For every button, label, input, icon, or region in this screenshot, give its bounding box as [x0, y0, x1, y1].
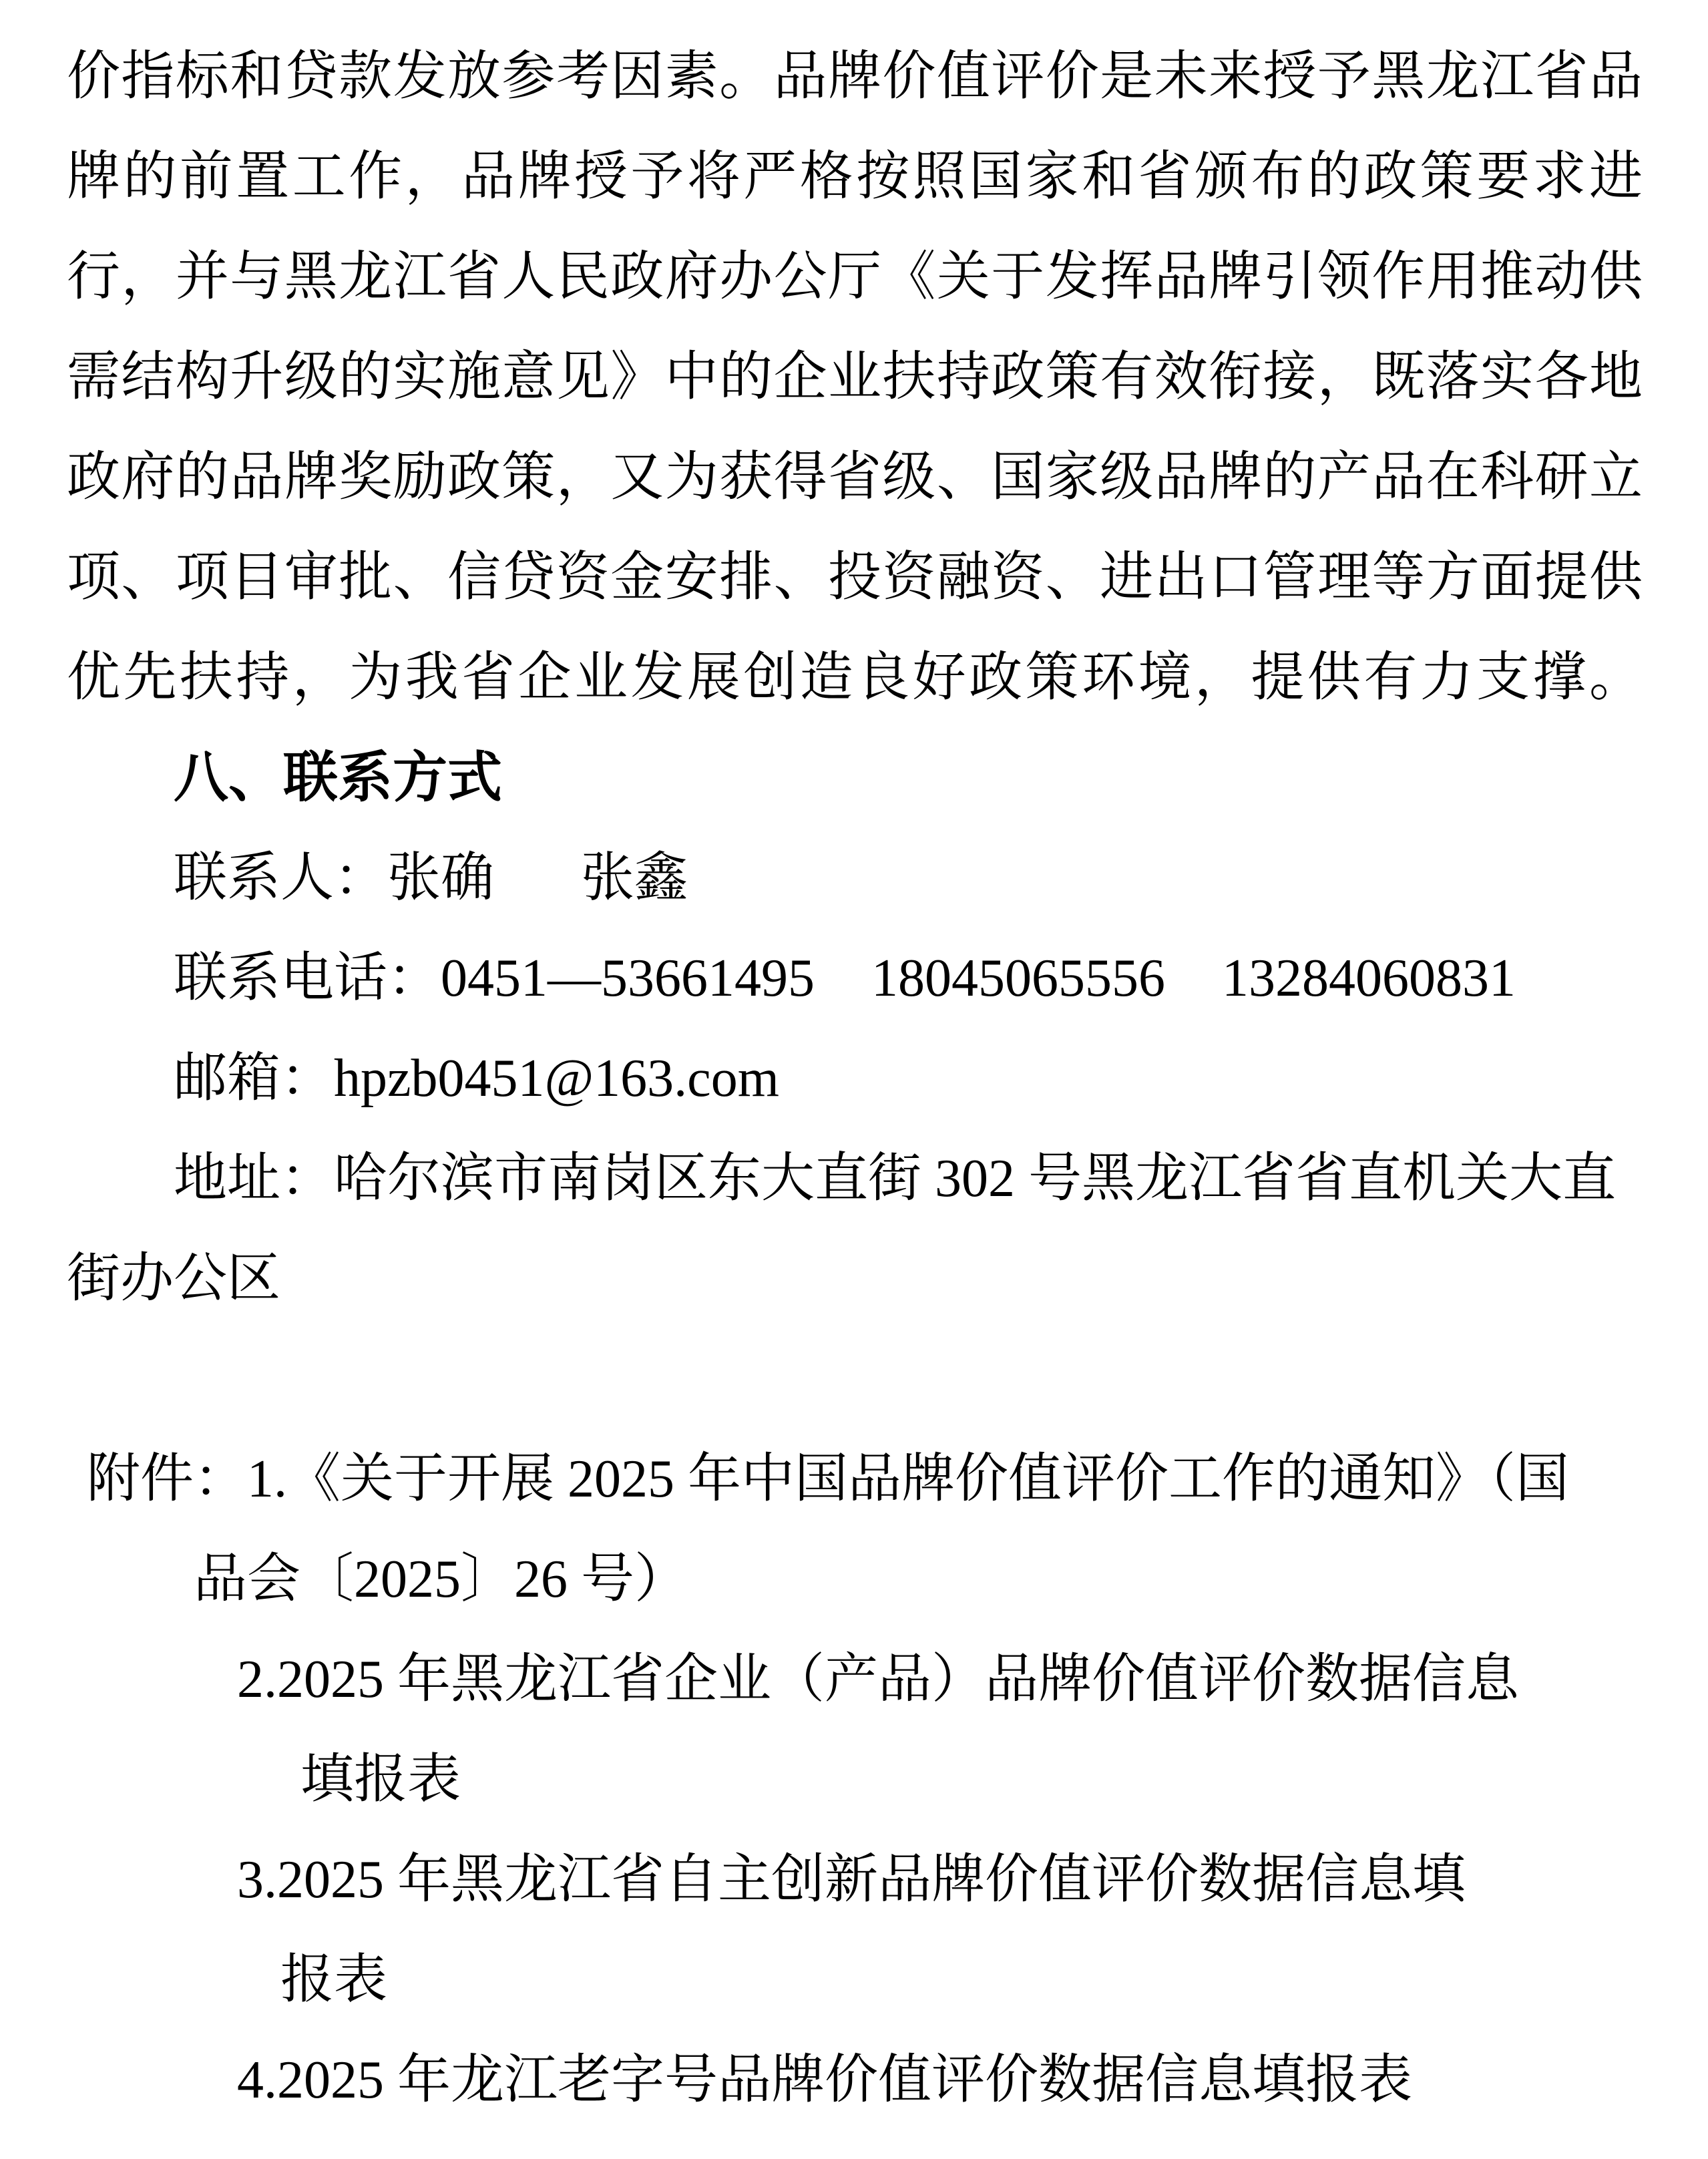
paragraph-line: 优先扶持，为我省企业发展创造良好政策环境，提供有力支撑。: [67, 648, 1643, 707]
contact-email-value: hpzb0451@163.com: [334, 1049, 779, 1108]
contact-email-line: [67, 1028, 1643, 1129]
section-heading: 八、联系方式: [174, 747, 503, 808]
attachment-item-3-line-2: 报表: [280, 1951, 387, 2009]
paragraph-line: 价指标和贷款发放参考因素。品牌价值评价是未来授予黑龙江省品: [67, 47, 1643, 106]
contact-address-value: 哈尔滨市南岗区东大直街 302 号黑龙江省省直机关大直: [334, 1149, 1616, 1208]
contact-person-line: [67, 828, 1643, 928]
contact-email-label: 邮箱：: [174, 1049, 334, 1108]
attachment-item-1-line-1: [67, 1429, 1643, 1529]
blank-line: [67, 1329, 1643, 1429]
contact-phone-number: 18045065556: [871, 949, 1165, 1008]
paragraph-line: 需结构升级的实施意见》中的企业扶持政策有效衔接，既落实各地: [67, 348, 1643, 407]
contact-phone-number: 13284060831: [1222, 949, 1516, 1008]
attachments-label: 附件：: [87, 1450, 247, 1509]
contact-person-label: 联系人：: [174, 849, 387, 908]
attachment-item-1-line-2: 品会〔2025〕26 号）: [194, 1550, 688, 1609]
contact-address-wrap-line: 街办公区: [67, 1249, 280, 1308]
contact-phone-number: 0451—53661495: [441, 949, 815, 1008]
attachment-item-2-line-2: 填报表: [300, 1750, 461, 1809]
attachment-item-1-text: 1.《关于开展 2025 年中国品牌价值评价工作的通知》（国: [247, 1450, 1569, 1509]
attachment-item-3-line-1: 3.2025 年黑龙江省自主创新品牌价值评价数据信息填: [237, 1850, 1466, 1909]
paragraph-line: 牌的前置工作，品牌授予将严格按照国家和省颁布的政策要求进: [67, 148, 1643, 206]
contact-person-name: 张鑫: [581, 849, 688, 908]
paragraph-line: 项、项目审批、信贷资金安排、投资融资、进出口管理等方面提供: [67, 548, 1643, 607]
contact-phone-label: 联系电话：: [174, 949, 441, 1008]
contact-phone-line: [67, 928, 1643, 1028]
contact-address-line: [67, 1129, 1643, 1229]
paragraph-line: 政府的品牌奖励政策，又为获得省级、国家级品牌的产品在科研立: [67, 448, 1643, 507]
contact-person-name: 张确: [387, 849, 494, 908]
paragraph-line: 行，并与黑龙江省人民政府办公厅《关于发挥品牌引领作用推动供: [67, 248, 1643, 307]
attachment-item-2-line-1: 2.2025 年黑龙江省企业（产品）品牌价值评价数据信息: [237, 1650, 1519, 1709]
attachment-item-4-line-1: 4.2025 年龙江老字号品牌价值评价数据信息填报表: [237, 2051, 1412, 2110]
contact-address-label: 地址：: [174, 1149, 334, 1208]
